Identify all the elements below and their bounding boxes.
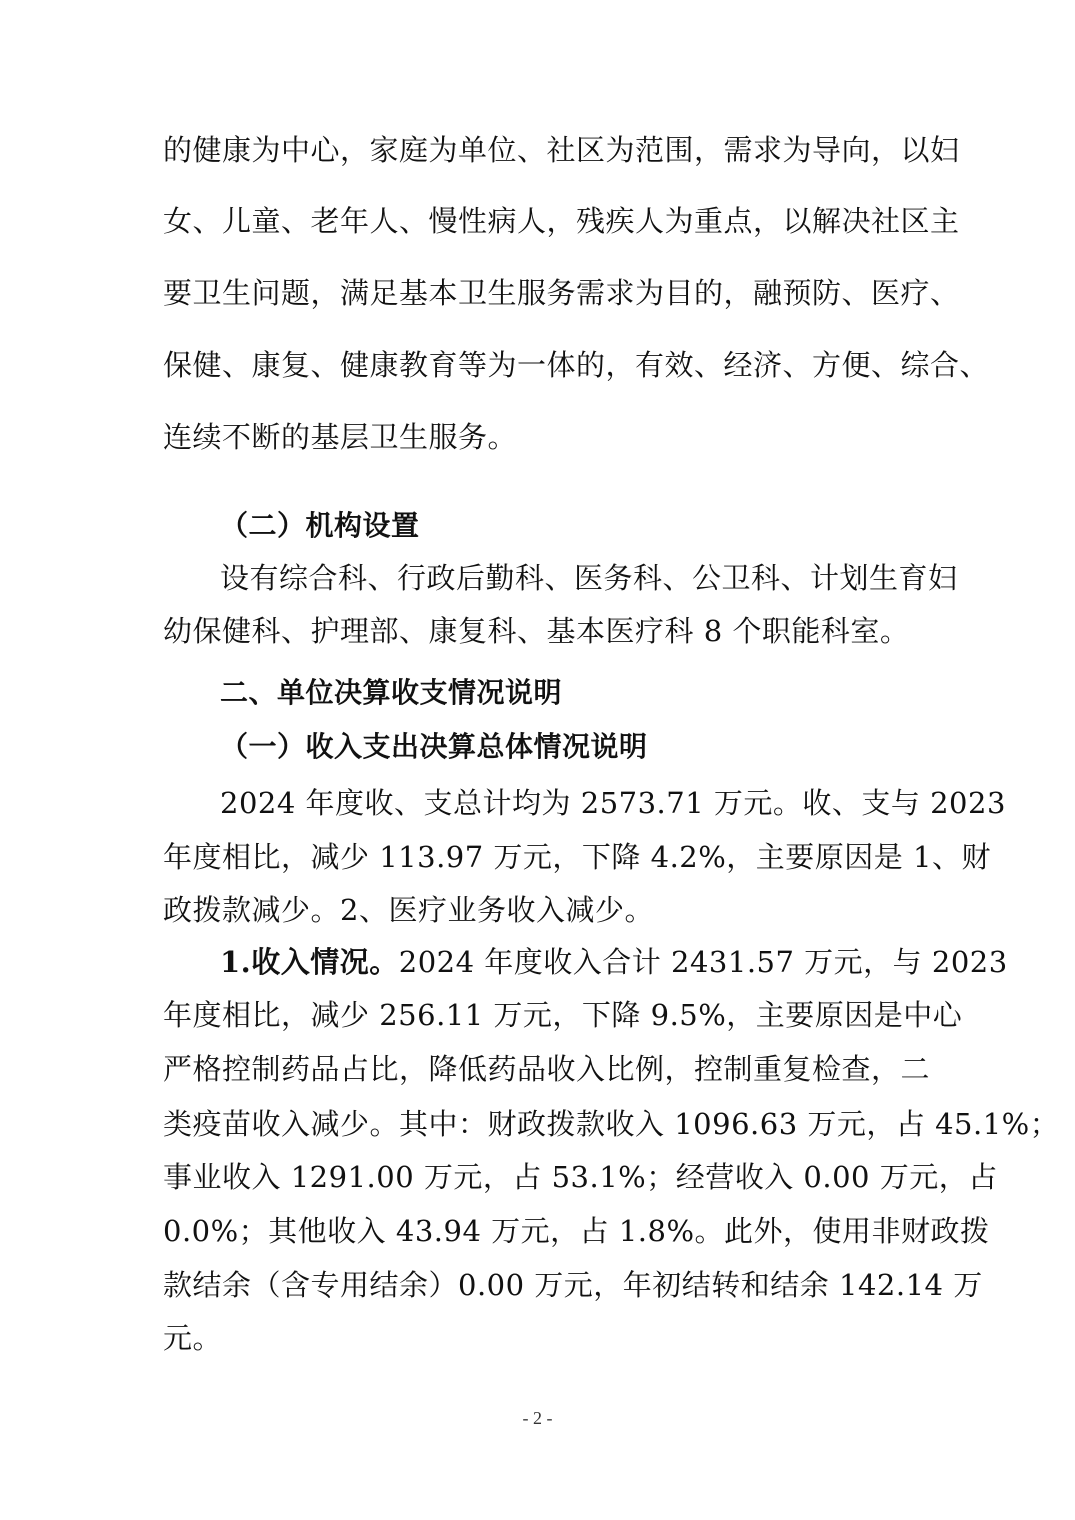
- paragraph-line: 0.0%；其他收入 43.94 万元，占 1.8%。此外，使用非财政拨: [163, 1214, 990, 1248]
- paragraph-line: 保健、康复、健康教育等为一体的，有效、经济、方便、综合、: [163, 348, 990, 382]
- paragraph-line: 幼保健科、护理部、康复科、基本医疗科 8 个职能科室。: [163, 614, 910, 648]
- page-number: - 2 -: [522, 1408, 553, 1428]
- paragraph-line: 类疫苗收入减少。其中：财政拨款收入 1096.63 万元，占 45.1%；: [163, 1107, 1060, 1141]
- income-label: 1.收入情况。: [220, 945, 399, 979]
- paragraph-line: 设有综合科、行政后勤科、医务科、公卫科、计划生育妇: [220, 561, 958, 595]
- paragraph-line: 款结余（含专用结余）0.00 万元，年初结转和结余 142.14 万: [163, 1268, 983, 1302]
- paragraph-line: 要卫生问题，满足基本卫生服务需求为目的，融预防、医疗、: [163, 276, 960, 310]
- paragraph-line: 事业收入 1291.00 万元，占 53.1%；经营收入 0.00 万元，占: [163, 1160, 998, 1194]
- paragraph-line: 严格控制药品占比，降低药品收入比例，控制重复检查，二: [163, 1052, 931, 1086]
- paragraph-line: 年度相比，减少 113.97 万元，下降 4.2%，主要原因是 1、财: [163, 840, 991, 874]
- paragraph-line: 政拨款减少。2、医疗业务收入减少。: [163, 893, 654, 927]
- section-heading-org: （二）机构设置: [220, 509, 420, 542]
- section-heading-two: 二、单位决算收支情况说明: [220, 676, 563, 709]
- paragraph-line: 年度相比，减少 256.11 万元，下降 9.5%，主要原因是中心: [163, 998, 963, 1032]
- paragraph-line: 元。: [163, 1321, 223, 1355]
- income-first-line: [220, 942, 1008, 982]
- paragraph-line: 连续不断的基层卫生服务。: [163, 420, 518, 454]
- income-first-text: 2024 年度收入合计 2431.57 万元，与 2023: [398, 945, 1008, 979]
- paragraph-line: 女、儿童、老年人、慢性病人，残疾人为重点，以解决社区主: [163, 204, 960, 238]
- subsection-heading: （一）收入支出决算总体情况说明: [220, 730, 648, 763]
- paragraph-line: 的健康为中心，家庭为单位、社区为范围，需求为导向，以妇: [163, 133, 960, 167]
- paragraph-line: 2024 年度收、支总计均为 2573.71 万元。收、支与 2023: [220, 786, 1006, 820]
